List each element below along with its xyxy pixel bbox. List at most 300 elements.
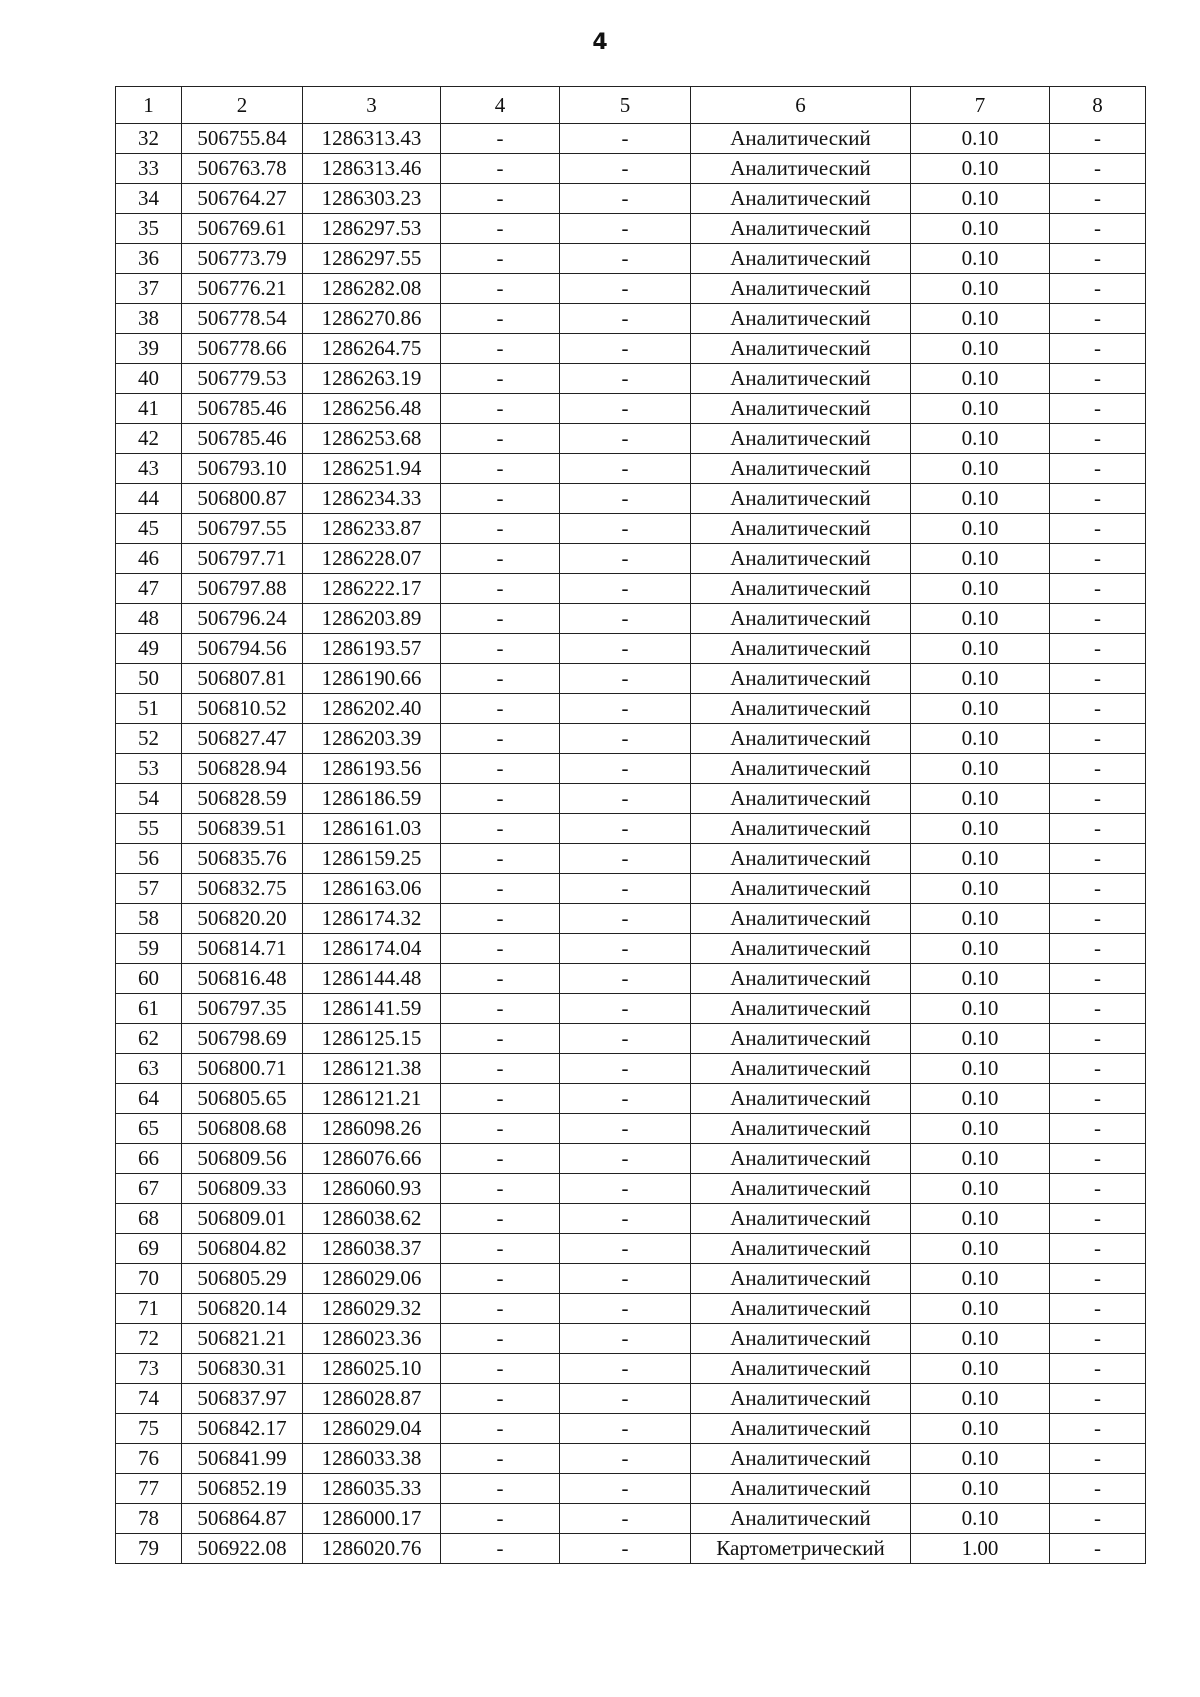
cell-y-coordinate: 1286174.32 bbox=[303, 904, 441, 934]
cell-col-5: - bbox=[560, 1114, 691, 1144]
cell-method: Аналитический bbox=[691, 424, 911, 454]
cell-method: Аналитический bbox=[691, 304, 911, 334]
cell-col-5: - bbox=[560, 514, 691, 544]
cell-col-8: - bbox=[1050, 784, 1146, 814]
cell-precision: 0.10 bbox=[911, 694, 1050, 724]
table-row bbox=[116, 484, 1146, 514]
cell-col-4: - bbox=[441, 1324, 560, 1354]
cell-method: Аналитический bbox=[691, 454, 911, 484]
cell-col-5: - bbox=[560, 1444, 691, 1474]
cell-col-4: - bbox=[441, 304, 560, 334]
cell-point-number: 39 bbox=[116, 334, 182, 364]
cell-y-coordinate: 1286313.46 bbox=[303, 154, 441, 184]
cell-col-8: - bbox=[1050, 874, 1146, 904]
cell-col-5: - bbox=[560, 1324, 691, 1354]
cell-method: Аналитический bbox=[691, 1264, 911, 1294]
cell-x-coordinate: 506778.54 bbox=[182, 304, 303, 334]
cell-precision: 0.10 bbox=[911, 1354, 1050, 1384]
cell-point-number: 75 bbox=[116, 1414, 182, 1444]
cell-col-8: - bbox=[1050, 754, 1146, 784]
cell-precision: 0.10 bbox=[911, 1414, 1050, 1444]
cell-col-8: - bbox=[1050, 1084, 1146, 1114]
cell-col-8: - bbox=[1050, 1444, 1146, 1474]
cell-point-number: 60 bbox=[116, 964, 182, 994]
table-row bbox=[116, 514, 1146, 544]
table-row bbox=[116, 1414, 1146, 1444]
cell-x-coordinate: 506779.53 bbox=[182, 364, 303, 394]
cell-y-coordinate: 1286035.33 bbox=[303, 1474, 441, 1504]
cell-x-coordinate: 506835.76 bbox=[182, 844, 303, 874]
cell-method: Аналитический bbox=[691, 934, 911, 964]
cell-col-4: - bbox=[441, 1054, 560, 1084]
cell-point-number: 44 bbox=[116, 484, 182, 514]
cell-col-4: - bbox=[441, 1474, 560, 1504]
cell-precision: 0.10 bbox=[911, 1024, 1050, 1054]
cell-precision: 0.10 bbox=[911, 514, 1050, 544]
cell-col-8: - bbox=[1050, 484, 1146, 514]
cell-method: Картометрический bbox=[691, 1534, 911, 1564]
cell-point-number: 41 bbox=[116, 394, 182, 424]
cell-y-coordinate: 1286028.87 bbox=[303, 1384, 441, 1414]
cell-col-5: - bbox=[560, 1084, 691, 1114]
cell-col-4: - bbox=[441, 814, 560, 844]
cell-x-coordinate: 506828.59 bbox=[182, 784, 303, 814]
cell-col-5: - bbox=[560, 1174, 691, 1204]
cell-method: Аналитический bbox=[691, 1084, 911, 1114]
cell-x-coordinate: 506810.52 bbox=[182, 694, 303, 724]
cell-method: Аналитический bbox=[691, 334, 911, 364]
cell-x-coordinate: 506837.97 bbox=[182, 1384, 303, 1414]
cell-point-number: 65 bbox=[116, 1114, 182, 1144]
cell-x-coordinate: 506864.87 bbox=[182, 1504, 303, 1534]
cell-precision: 0.10 bbox=[911, 1084, 1050, 1114]
cell-col-4: - bbox=[441, 484, 560, 514]
cell-col-5: - bbox=[560, 394, 691, 424]
cell-col-8: - bbox=[1050, 1354, 1146, 1384]
cell-point-number: 45 bbox=[116, 514, 182, 544]
column-header-2: 2 bbox=[182, 87, 303, 124]
cell-precision: 0.10 bbox=[911, 1324, 1050, 1354]
table-row bbox=[116, 1444, 1146, 1474]
cell-x-coordinate: 506776.21 bbox=[182, 274, 303, 304]
cell-col-8: - bbox=[1050, 1024, 1146, 1054]
cell-y-coordinate: 1286202.40 bbox=[303, 694, 441, 724]
cell-point-number: 61 bbox=[116, 994, 182, 1024]
cell-col-4: - bbox=[441, 1174, 560, 1204]
cell-x-coordinate: 506769.61 bbox=[182, 214, 303, 244]
cell-method: Аналитический bbox=[691, 1024, 911, 1054]
cell-precision: 0.10 bbox=[911, 1174, 1050, 1204]
cell-point-number: 43 bbox=[116, 454, 182, 484]
cell-col-5: - bbox=[560, 1204, 691, 1234]
cell-y-coordinate: 1286033.38 bbox=[303, 1444, 441, 1474]
cell-y-coordinate: 1286125.15 bbox=[303, 1024, 441, 1054]
cell-col-8: - bbox=[1050, 844, 1146, 874]
cell-y-coordinate: 1286256.48 bbox=[303, 394, 441, 424]
cell-x-coordinate: 506827.47 bbox=[182, 724, 303, 754]
cell-y-coordinate: 1286263.19 bbox=[303, 364, 441, 394]
cell-col-5: - bbox=[560, 214, 691, 244]
cell-x-coordinate: 506800.87 bbox=[182, 484, 303, 514]
table-row bbox=[116, 574, 1146, 604]
cell-col-4: - bbox=[441, 334, 560, 364]
cell-col-8: - bbox=[1050, 994, 1146, 1024]
cell-method: Аналитический bbox=[691, 814, 911, 844]
cell-col-4: - bbox=[441, 124, 560, 154]
cell-col-4: - bbox=[441, 1024, 560, 1054]
cell-point-number: 40 bbox=[116, 364, 182, 394]
cell-x-coordinate: 506804.82 bbox=[182, 1234, 303, 1264]
cell-method: Аналитический bbox=[691, 184, 911, 214]
cell-method: Аналитический bbox=[691, 994, 911, 1024]
table-row bbox=[116, 304, 1146, 334]
cell-x-coordinate: 506820.20 bbox=[182, 904, 303, 934]
cell-y-coordinate: 1286264.75 bbox=[303, 334, 441, 364]
cell-x-coordinate: 506821.21 bbox=[182, 1324, 303, 1354]
cell-col-4: - bbox=[441, 634, 560, 664]
cell-precision: 0.10 bbox=[911, 574, 1050, 604]
table-row bbox=[116, 1114, 1146, 1144]
table-row bbox=[116, 634, 1146, 664]
cell-point-number: 52 bbox=[116, 724, 182, 754]
cell-method: Аналитический bbox=[691, 904, 911, 934]
cell-y-coordinate: 1286193.56 bbox=[303, 754, 441, 784]
cell-y-coordinate: 1286121.21 bbox=[303, 1084, 441, 1114]
cell-col-5: - bbox=[560, 364, 691, 394]
cell-point-number: 34 bbox=[116, 184, 182, 214]
cell-col-8: - bbox=[1050, 1534, 1146, 1564]
cell-col-8: - bbox=[1050, 1234, 1146, 1264]
cell-col-5: - bbox=[560, 994, 691, 1024]
table-row bbox=[116, 1504, 1146, 1534]
cell-x-coordinate: 506763.78 bbox=[182, 154, 303, 184]
cell-col-8: - bbox=[1050, 364, 1146, 394]
cell-col-5: - bbox=[560, 454, 691, 484]
cell-method: Аналитический bbox=[691, 1324, 911, 1354]
cell-x-coordinate: 506805.65 bbox=[182, 1084, 303, 1114]
table-row bbox=[116, 964, 1146, 994]
cell-method: Аналитический bbox=[691, 634, 911, 664]
cell-precision: 0.10 bbox=[911, 904, 1050, 934]
cell-y-coordinate: 1286270.86 bbox=[303, 304, 441, 334]
cell-point-number: 49 bbox=[116, 634, 182, 664]
cell-col-4: - bbox=[441, 424, 560, 454]
cell-col-5: - bbox=[560, 244, 691, 274]
cell-col-4: - bbox=[441, 214, 560, 244]
cell-col-4: - bbox=[441, 874, 560, 904]
table-row bbox=[116, 844, 1146, 874]
cell-point-number: 79 bbox=[116, 1534, 182, 1564]
cell-point-number: 48 bbox=[116, 604, 182, 634]
cell-point-number: 36 bbox=[116, 244, 182, 274]
cell-y-coordinate: 1286076.66 bbox=[303, 1144, 441, 1174]
table-body bbox=[116, 124, 1146, 1564]
cell-point-number: 32 bbox=[116, 124, 182, 154]
cell-point-number: 42 bbox=[116, 424, 182, 454]
cell-x-coordinate: 506797.71 bbox=[182, 544, 303, 574]
cell-y-coordinate: 1286313.43 bbox=[303, 124, 441, 154]
column-header-6: 6 bbox=[691, 87, 911, 124]
cell-col-8: - bbox=[1050, 934, 1146, 964]
cell-x-coordinate: 506797.55 bbox=[182, 514, 303, 544]
cell-x-coordinate: 506807.81 bbox=[182, 664, 303, 694]
cell-point-number: 70 bbox=[116, 1264, 182, 1294]
cell-y-coordinate: 1286161.03 bbox=[303, 814, 441, 844]
cell-method: Аналитический bbox=[691, 364, 911, 394]
cell-y-coordinate: 1286253.68 bbox=[303, 424, 441, 454]
cell-col-5: - bbox=[560, 484, 691, 514]
cell-x-coordinate: 506773.79 bbox=[182, 244, 303, 274]
cell-point-number: 59 bbox=[116, 934, 182, 964]
cell-col-4: - bbox=[441, 754, 560, 784]
cell-method: Аналитический bbox=[691, 1114, 911, 1144]
coordinates-table bbox=[115, 86, 1146, 1564]
cell-method: Аналитический bbox=[691, 1174, 911, 1204]
cell-y-coordinate: 1286038.37 bbox=[303, 1234, 441, 1264]
cell-method: Аналитический bbox=[691, 964, 911, 994]
cell-col-5: - bbox=[560, 934, 691, 964]
cell-col-8: - bbox=[1050, 1294, 1146, 1324]
table-row bbox=[116, 1024, 1146, 1054]
cell-col-5: - bbox=[560, 274, 691, 304]
table-row bbox=[116, 1384, 1146, 1414]
table-row bbox=[116, 124, 1146, 154]
cell-col-4: - bbox=[441, 274, 560, 304]
cell-point-number: 68 bbox=[116, 1204, 182, 1234]
cell-x-coordinate: 506805.29 bbox=[182, 1264, 303, 1294]
cell-col-5: - bbox=[560, 844, 691, 874]
cell-col-4: - bbox=[441, 1234, 560, 1264]
cell-col-5: - bbox=[560, 904, 691, 934]
table-row bbox=[116, 394, 1146, 424]
cell-y-coordinate: 1286029.06 bbox=[303, 1264, 441, 1294]
cell-col-5: - bbox=[560, 124, 691, 154]
cell-col-5: - bbox=[560, 334, 691, 364]
cell-precision: 0.10 bbox=[911, 814, 1050, 844]
cell-y-coordinate: 1286190.66 bbox=[303, 664, 441, 694]
cell-col-4: - bbox=[441, 1264, 560, 1294]
cell-point-number: 54 bbox=[116, 784, 182, 814]
cell-col-8: - bbox=[1050, 724, 1146, 754]
cell-col-8: - bbox=[1050, 694, 1146, 724]
cell-y-coordinate: 1286193.57 bbox=[303, 634, 441, 664]
cell-col-4: - bbox=[441, 904, 560, 934]
cell-x-coordinate: 506808.68 bbox=[182, 1114, 303, 1144]
cell-col-4: - bbox=[441, 544, 560, 574]
cell-point-number: 35 bbox=[116, 214, 182, 244]
cell-precision: 0.10 bbox=[911, 394, 1050, 424]
cell-col-4: - bbox=[441, 514, 560, 544]
cell-method: Аналитический bbox=[691, 874, 911, 904]
cell-col-8: - bbox=[1050, 1174, 1146, 1204]
cell-col-4: - bbox=[441, 574, 560, 604]
cell-col-8: - bbox=[1050, 1264, 1146, 1294]
cell-col-5: - bbox=[560, 574, 691, 604]
cell-precision: 0.10 bbox=[911, 274, 1050, 304]
table-row bbox=[116, 1474, 1146, 1504]
cell-precision: 0.10 bbox=[911, 1384, 1050, 1414]
cell-point-number: 56 bbox=[116, 844, 182, 874]
cell-x-coordinate: 506798.69 bbox=[182, 1024, 303, 1054]
cell-col-4: - bbox=[441, 994, 560, 1024]
cell-precision: 0.10 bbox=[911, 724, 1050, 754]
cell-precision: 0.10 bbox=[911, 334, 1050, 364]
cell-point-number: 37 bbox=[116, 274, 182, 304]
table-row bbox=[116, 784, 1146, 814]
cell-precision: 0.10 bbox=[911, 544, 1050, 574]
column-header-5: 5 bbox=[560, 87, 691, 124]
table-row bbox=[116, 754, 1146, 784]
cell-point-number: 51 bbox=[116, 694, 182, 724]
cell-col-8: - bbox=[1050, 514, 1146, 544]
cell-y-coordinate: 1286038.62 bbox=[303, 1204, 441, 1234]
cell-precision: 0.10 bbox=[911, 1114, 1050, 1144]
cell-method: Аналитический bbox=[691, 574, 911, 604]
cell-precision: 0.10 bbox=[911, 1054, 1050, 1084]
cell-col-5: - bbox=[560, 1384, 691, 1414]
cell-y-coordinate: 1286222.17 bbox=[303, 574, 441, 604]
cell-x-coordinate: 506785.46 bbox=[182, 424, 303, 454]
cell-col-8: - bbox=[1050, 334, 1146, 364]
cell-col-4: - bbox=[441, 454, 560, 484]
cell-x-coordinate: 506816.48 bbox=[182, 964, 303, 994]
cell-col-5: - bbox=[560, 304, 691, 334]
cell-y-coordinate: 1286144.48 bbox=[303, 964, 441, 994]
cell-col-5: - bbox=[560, 424, 691, 454]
cell-y-coordinate: 1286023.36 bbox=[303, 1324, 441, 1354]
cell-precision: 0.10 bbox=[911, 1444, 1050, 1474]
table-header-row bbox=[116, 87, 1146, 124]
cell-method: Аналитический bbox=[691, 274, 911, 304]
cell-method: Аналитический bbox=[691, 1414, 911, 1444]
table-row bbox=[116, 1174, 1146, 1204]
table-row bbox=[116, 1324, 1146, 1354]
cell-col-5: - bbox=[560, 664, 691, 694]
cell-col-8: - bbox=[1050, 214, 1146, 244]
cell-col-5: - bbox=[560, 544, 691, 574]
table-row bbox=[116, 1054, 1146, 1084]
cell-method: Аналитический bbox=[691, 544, 911, 574]
cell-col-5: - bbox=[560, 964, 691, 994]
cell-col-5: - bbox=[560, 814, 691, 844]
cell-y-coordinate: 1286060.93 bbox=[303, 1174, 441, 1204]
cell-method: Аналитический bbox=[691, 1204, 911, 1234]
column-header-1: 1 bbox=[116, 87, 182, 124]
cell-x-coordinate: 506828.94 bbox=[182, 754, 303, 784]
table-row bbox=[116, 334, 1146, 364]
cell-col-5: - bbox=[560, 1024, 691, 1054]
table-row bbox=[116, 1204, 1146, 1234]
cell-col-8: - bbox=[1050, 1384, 1146, 1414]
table-row bbox=[116, 1354, 1146, 1384]
table-row bbox=[116, 1234, 1146, 1264]
cell-point-number: 74 bbox=[116, 1384, 182, 1414]
cell-point-number: 62 bbox=[116, 1024, 182, 1054]
cell-precision: 0.10 bbox=[911, 454, 1050, 484]
cell-col-8: - bbox=[1050, 814, 1146, 844]
cell-precision: 0.10 bbox=[911, 184, 1050, 214]
cell-col-4: - bbox=[441, 1504, 560, 1534]
table-row bbox=[116, 814, 1146, 844]
cell-precision: 0.10 bbox=[911, 214, 1050, 244]
cell-precision: 0.10 bbox=[911, 424, 1050, 454]
cell-method: Аналитический bbox=[691, 484, 911, 514]
cell-y-coordinate: 1286234.33 bbox=[303, 484, 441, 514]
cell-x-coordinate: 506778.66 bbox=[182, 334, 303, 364]
cell-col-4: - bbox=[441, 844, 560, 874]
cell-y-coordinate: 1286203.39 bbox=[303, 724, 441, 754]
cell-method: Аналитический bbox=[691, 1234, 911, 1264]
cell-x-coordinate: 506830.31 bbox=[182, 1354, 303, 1384]
column-header-8: 8 bbox=[1050, 87, 1146, 124]
cell-precision: 0.10 bbox=[911, 244, 1050, 274]
cell-precision: 0.10 bbox=[911, 934, 1050, 964]
table-row bbox=[116, 904, 1146, 934]
cell-method: Аналитический bbox=[691, 1054, 911, 1084]
cell-col-8: - bbox=[1050, 1144, 1146, 1174]
cell-y-coordinate: 1286297.53 bbox=[303, 214, 441, 244]
cell-col-5: - bbox=[560, 1414, 691, 1444]
cell-precision: 0.10 bbox=[911, 1144, 1050, 1174]
cell-point-number: 78 bbox=[116, 1504, 182, 1534]
cell-point-number: 63 bbox=[116, 1054, 182, 1084]
cell-point-number: 38 bbox=[116, 304, 182, 334]
cell-col-8: - bbox=[1050, 124, 1146, 154]
cell-precision: 0.10 bbox=[911, 604, 1050, 634]
table-row bbox=[116, 1264, 1146, 1294]
cell-precision: 0.10 bbox=[911, 964, 1050, 994]
cell-precision: 0.10 bbox=[911, 364, 1050, 394]
cell-y-coordinate: 1286297.55 bbox=[303, 244, 441, 274]
cell-col-4: - bbox=[441, 664, 560, 694]
cell-col-5: - bbox=[560, 694, 691, 724]
cell-precision: 0.10 bbox=[911, 844, 1050, 874]
cell-col-8: - bbox=[1050, 1204, 1146, 1234]
cell-col-4: - bbox=[441, 694, 560, 724]
cell-col-5: - bbox=[560, 1264, 691, 1294]
cell-x-coordinate: 506814.71 bbox=[182, 934, 303, 964]
cell-x-coordinate: 506796.24 bbox=[182, 604, 303, 634]
cell-col-5: - bbox=[560, 1354, 691, 1384]
cell-col-4: - bbox=[441, 934, 560, 964]
column-header-3: 3 bbox=[303, 87, 441, 124]
cell-y-coordinate: 1286282.08 bbox=[303, 274, 441, 304]
table-row bbox=[116, 1294, 1146, 1324]
cell-col-8: - bbox=[1050, 274, 1146, 304]
cell-x-coordinate: 506809.01 bbox=[182, 1204, 303, 1234]
cell-x-coordinate: 506794.56 bbox=[182, 634, 303, 664]
cell-precision: 0.10 bbox=[911, 1234, 1050, 1264]
cell-col-8: - bbox=[1050, 154, 1146, 184]
cell-col-4: - bbox=[441, 1384, 560, 1414]
cell-method: Аналитический bbox=[691, 1354, 911, 1384]
cell-col-5: - bbox=[560, 754, 691, 784]
cell-point-number: 46 bbox=[116, 544, 182, 574]
cell-precision: 0.10 bbox=[911, 484, 1050, 514]
cell-y-coordinate: 1286174.04 bbox=[303, 934, 441, 964]
table-row bbox=[116, 184, 1146, 214]
cell-col-4: - bbox=[441, 784, 560, 814]
cell-precision: 0.10 bbox=[911, 754, 1050, 784]
cell-method: Аналитический bbox=[691, 724, 911, 754]
cell-col-5: - bbox=[560, 784, 691, 814]
table-row bbox=[116, 994, 1146, 1024]
cell-point-number: 53 bbox=[116, 754, 182, 784]
cell-point-number: 55 bbox=[116, 814, 182, 844]
cell-x-coordinate: 506841.99 bbox=[182, 1444, 303, 1474]
cell-method: Аналитический bbox=[691, 1144, 911, 1174]
cell-method: Аналитический bbox=[691, 754, 911, 784]
